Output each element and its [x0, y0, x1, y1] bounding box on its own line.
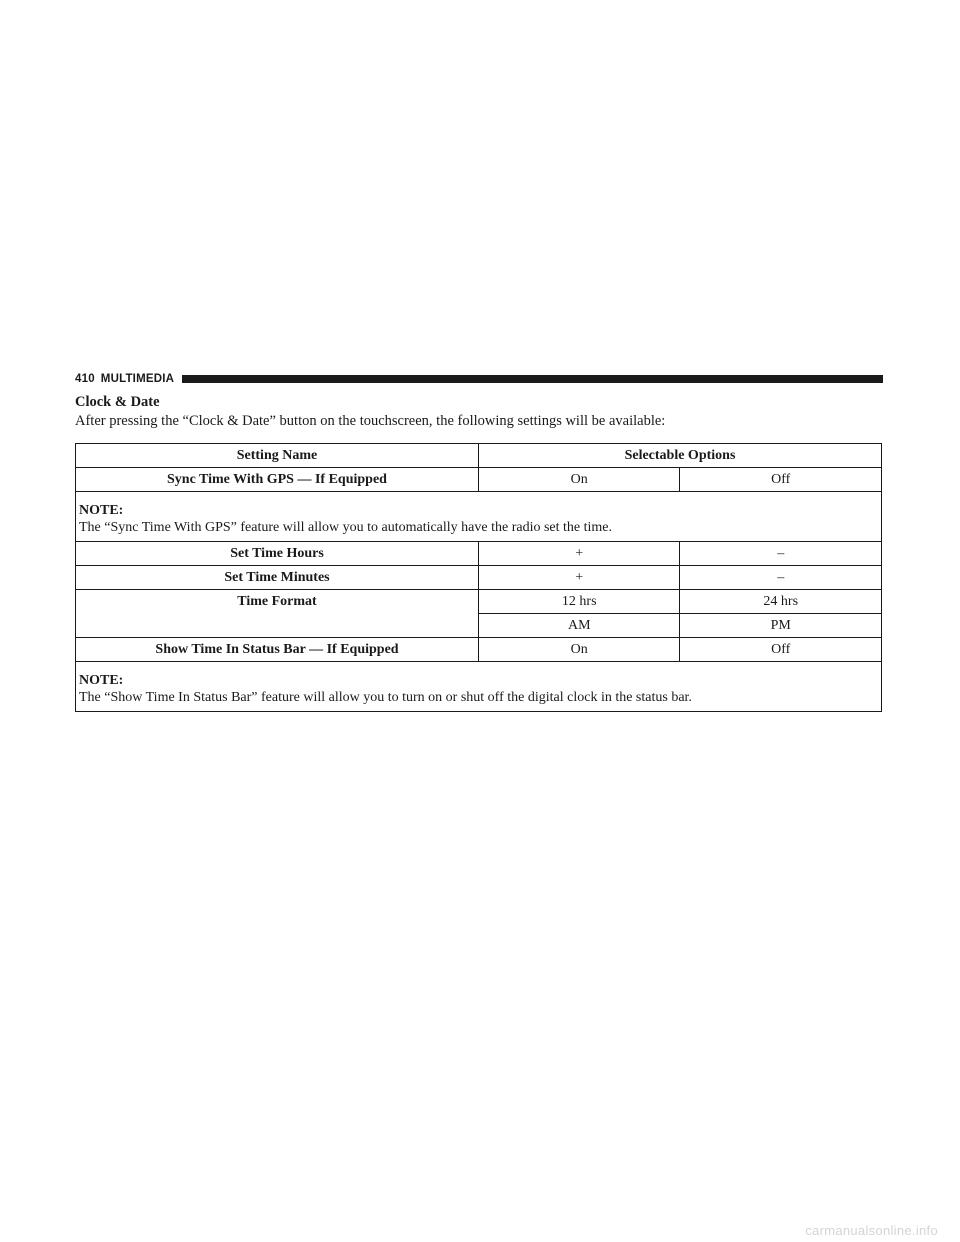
note-cell	[76, 662, 882, 712]
option-value: 24 hrs	[680, 590, 882, 614]
page-number: 410	[75, 373, 95, 385]
table-row	[76, 638, 882, 662]
note-row	[76, 662, 882, 712]
header-rule	[182, 375, 883, 383]
option-value: +	[478, 542, 680, 566]
option-value: Off	[680, 638, 882, 662]
option-value: PM	[680, 614, 882, 638]
watermark: carmanualsonline.info	[805, 1223, 938, 1238]
section-title: Clock & Date	[75, 394, 160, 410]
setting-name: Set Time Hours	[76, 542, 479, 566]
option-value: On	[478, 468, 680, 492]
note-text: The “Show Time In Status Bar” feature will allow you to turn on or shut off the digital clock in the status bar.	[79, 690, 692, 705]
note-text: The “Sync Time With GPS” feature will allow you to automatically have the radio set the time.	[79, 520, 613, 535]
table-row	[76, 566, 882, 590]
setting-name: Time Format	[76, 590, 479, 638]
option-value: 12 hrs	[478, 590, 680, 614]
intro-text: After pressing the “Clock & Date” button on the touchscreen, the following settings will be available:	[75, 413, 666, 429]
note-label: NOTE:	[79, 503, 124, 518]
option-value: –	[680, 542, 882, 566]
settings-table	[75, 443, 882, 712]
header-selectable-options: Selectable Options	[478, 444, 881, 468]
table-row	[76, 542, 882, 566]
table-header-row	[76, 444, 882, 468]
option-value: Off	[680, 468, 882, 492]
setting-name: Sync Time With GPS — If Equipped	[76, 468, 479, 492]
table-row	[76, 590, 882, 614]
setting-name: Set Time Minutes	[76, 566, 479, 590]
section-name: MULTIMEDIA	[100, 373, 175, 385]
note-row	[76, 492, 882, 542]
option-value: –	[680, 566, 882, 590]
option-value: On	[478, 638, 680, 662]
setting-name: Show Time In Status Bar — If Equipped	[76, 638, 479, 662]
table-row	[76, 468, 882, 492]
note-label: NOTE:	[79, 673, 124, 688]
header-setting-name: Setting Name	[76, 444, 479, 468]
option-value: +	[478, 566, 680, 590]
note-cell	[76, 492, 882, 542]
page-header	[75, 372, 883, 386]
option-value: AM	[478, 614, 680, 638]
